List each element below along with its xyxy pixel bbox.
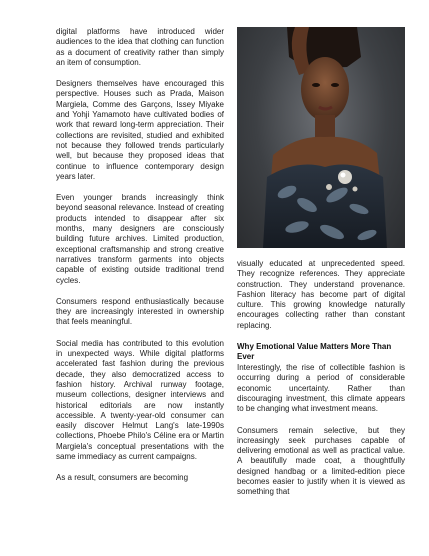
portrait-illustration bbox=[237, 27, 405, 248]
body-paragraph: Interestingly, the rise of collectible fashion is occurring during a period of considerable economic uncertainty. Rather than discouraging investment, this climate appears to be changing what investment means. bbox=[237, 363, 405, 414]
body-paragraph: Social media has contributed to this evolution in unexpected ways. While digital platforms accelerated fast fashion during the previous decade, they also democratized access to fashion history. Archival runway footage, museum collections, designer interviews and historical editorials are now instantly accessible. A twenty-year-old consumer can easily discover Helmut Lang's late-1990s collections, Phoebe Philo's Céline era or Martin Margiela's conceptual presentations with the same immediacy as current campaigns. bbox=[56, 338, 224, 461]
right-column bbox=[237, 27, 405, 509]
body-paragraph: Consumers remain selective, but they increasingly seek purchases capable of delivering emotional as well as practical value. A beautifully made coat, a thoughtfully designed handbag or a limited-edition piece becomes easier to justify when it is viewed as something that bbox=[237, 425, 405, 497]
body-paragraph: As a result, consumers are becoming bbox=[56, 473, 189, 483]
body-paragraph: Even younger brands increasingly think beyond seasonal relevance. Instead of creating products intended to disappear after six months, many designers are consciously building future archives. Limited production, exceptional craftsmanship and strong creative narratives transform garments into objects capable of existing outside traditional trend cycles. bbox=[56, 193, 224, 285]
body-paragraph: Consumers respond enthusiastically because they are increasingly interested in ownership that feels meaningful. bbox=[56, 296, 224, 327]
left-column bbox=[56, 27, 224, 495]
body-paragraph: Designers themselves have encouraged this perspective. Houses such as Prada, Maison Margiela, Comme des Garçons, Issey Miyake and Yohji Yamamoto have cultivated bodies of work that reward long-term appreciation. Their collections are revisited, studied and exhibited not because they followed trends particularly well, but because they proposed ideas that continue to influence contemporary design years later. bbox=[56, 79, 224, 181]
body-paragraph: digital platforms have introduced wider audiences to the idea that clothing can function as a document of creativity rather than simply an item of consumption. bbox=[56, 27, 224, 67]
fashion-portrait-photo bbox=[237, 27, 405, 248]
body-paragraph: visually educated at unprecedented speed. They recognize references. They appreciate construction. They understand provenance. Fashion literacy has become part of digital culture. This growing knowledge naturally encourages collecting rather than constant replacing. bbox=[237, 259, 405, 330]
section-heading: Why Emotional Value Matters More Than Ever bbox=[237, 342, 392, 362]
